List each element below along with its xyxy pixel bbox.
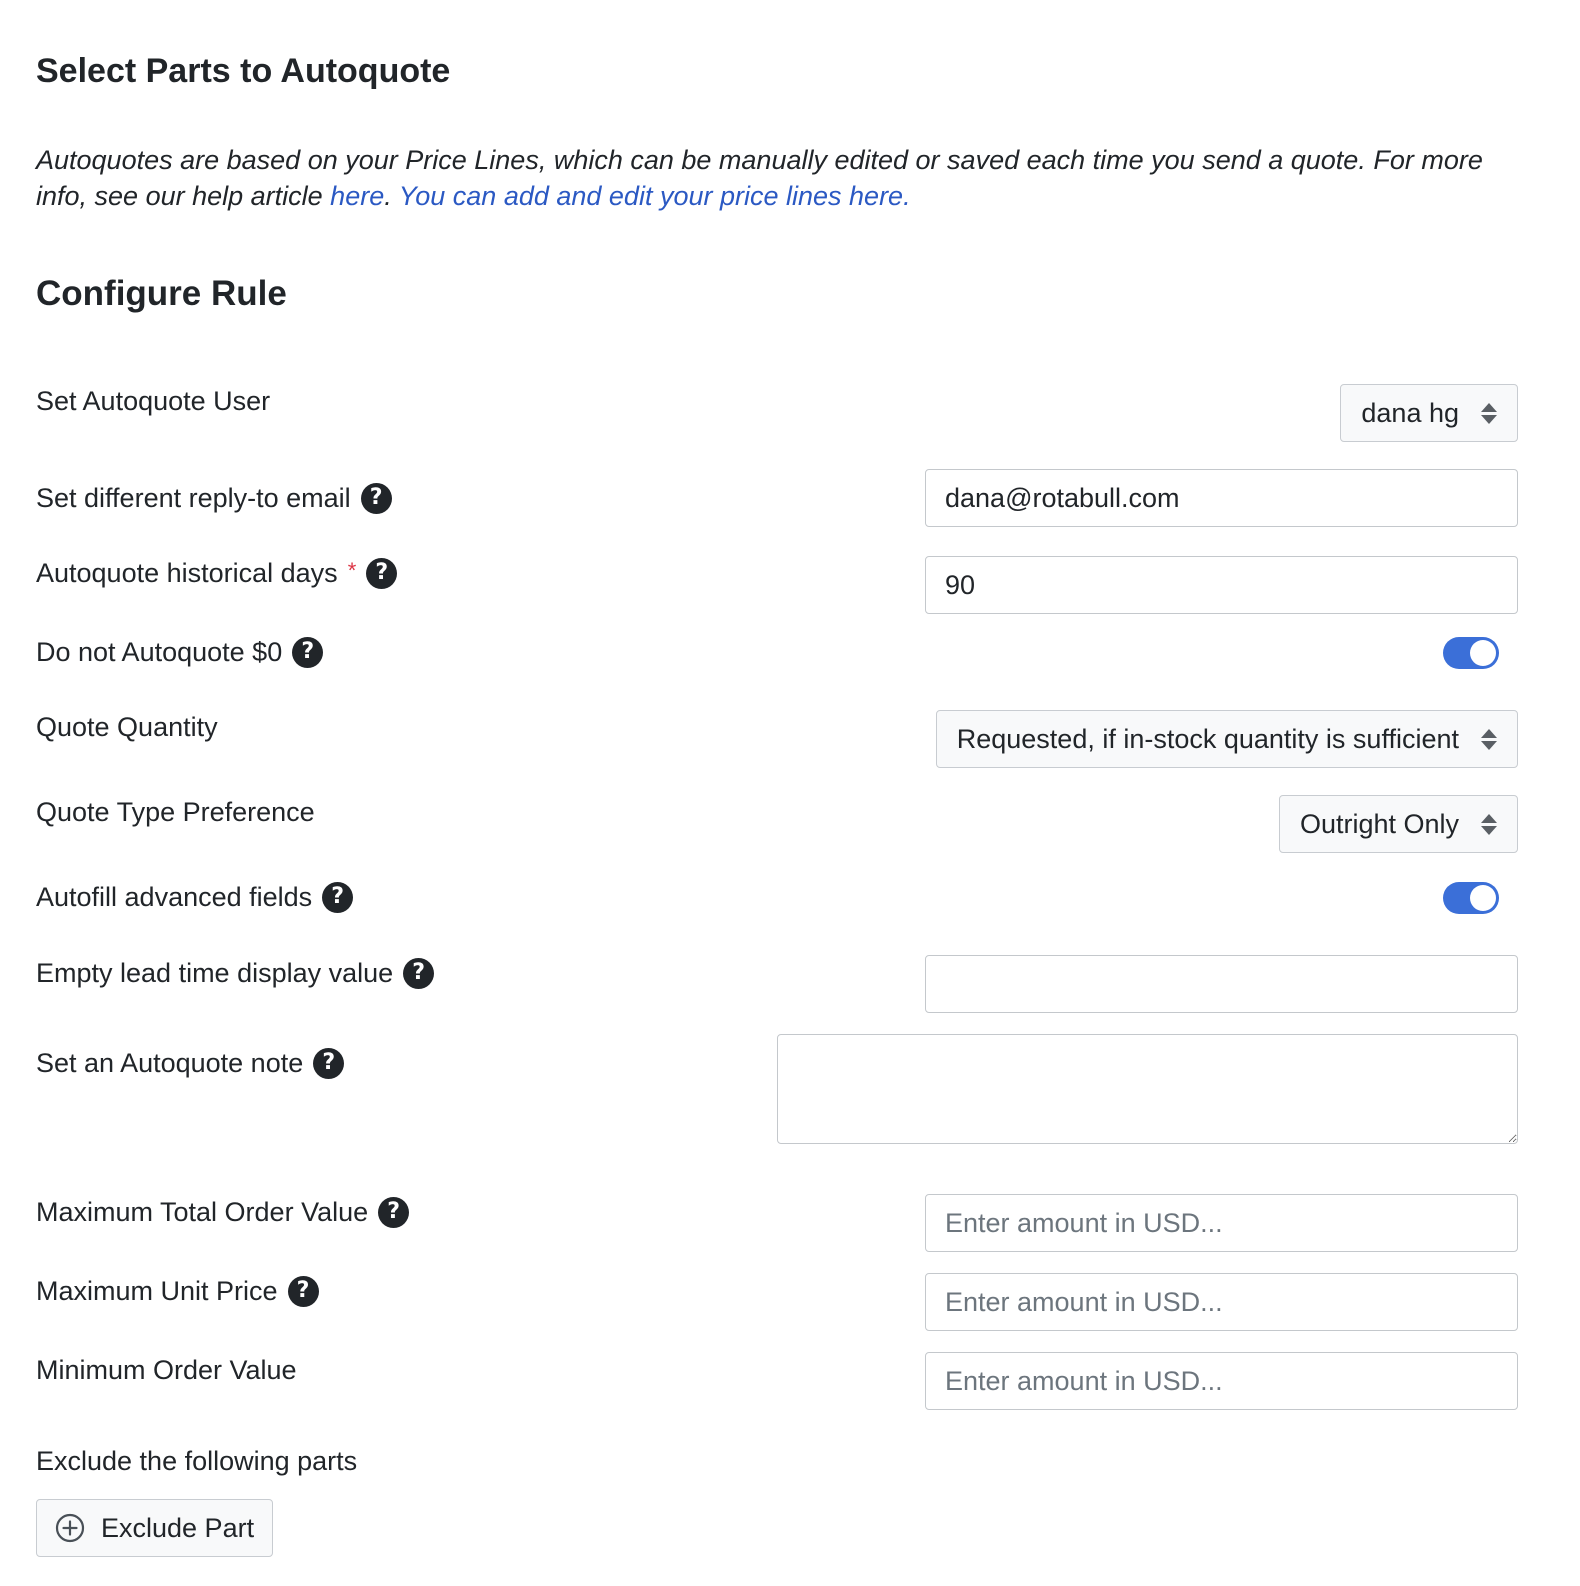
max-total-label xyxy=(36,1194,409,1230)
question-circle-icon[interactable]: ? xyxy=(313,1048,344,1079)
toggle-knob xyxy=(1470,640,1496,666)
no-zero-label xyxy=(36,634,323,670)
toggle-knob xyxy=(1470,885,1496,911)
question-circle-icon[interactable]: ? xyxy=(322,882,353,913)
autofill-label-text: Autofill advanced fields xyxy=(36,882,313,912)
max-total-label-text: Maximum Total Order Value xyxy=(36,1197,369,1227)
question-circle-icon[interactable]: ? xyxy=(288,1276,319,1307)
min-order-label-text: Minimum Order Value xyxy=(36,1355,297,1385)
lead-time-field[interactable] xyxy=(925,955,1518,1013)
no-zero-label-text: Do not Autoquote $0 xyxy=(36,637,283,667)
autoquote-note-textarea[interactable] xyxy=(777,1034,1518,1144)
question-circle-icon[interactable]: ? xyxy=(378,1197,409,1228)
sort-carets-icon xyxy=(1481,403,1497,424)
intro-text: Autoquotes are based on your Price Lines, which can be manually edited or saved each time you send a quote. For more info, see our help article xyxy=(36,145,1483,211)
question-circle-icon[interactable]: ? xyxy=(403,958,434,989)
autoquote-user-value: dana hg xyxy=(1361,397,1459,428)
historical-days-field[interactable] xyxy=(925,556,1518,614)
sort-carets-icon xyxy=(1481,814,1497,835)
quote-type-select[interactable] xyxy=(1279,795,1518,853)
quote-quantity-label xyxy=(36,709,218,745)
note-label xyxy=(36,1045,344,1081)
autofill-toggle[interactable] xyxy=(1443,882,1499,914)
intro-paragraph xyxy=(36,142,1536,214)
question-circle-icon[interactable]: ? xyxy=(292,637,323,668)
exclude-part-button-label: Exclude Part xyxy=(101,1512,255,1543)
max-total-field[interactable] xyxy=(925,1194,1518,1252)
help-article-link[interactable]: here xyxy=(330,181,385,211)
autofill-label xyxy=(36,879,353,915)
required-asterisk: * xyxy=(347,558,357,583)
question-circle-icon[interactable]: ? xyxy=(361,483,392,514)
lead-time-label-text: Empty lead time display value xyxy=(36,958,394,988)
exclude-parts-label-text: Exclude the following parts xyxy=(36,1446,358,1476)
reply-to-label-text: Set different reply-to email xyxy=(36,483,351,513)
plus-circle-icon xyxy=(55,1513,85,1543)
question-circle-icon[interactable]: ? xyxy=(366,558,397,589)
quote-quantity-label-text: Quote Quantity xyxy=(36,712,218,742)
autoquote-user-select[interactable] xyxy=(1340,384,1518,442)
lead-time-label xyxy=(36,955,434,991)
min-order-field[interactable] xyxy=(925,1352,1518,1410)
quote-type-label-text: Quote Type Preference xyxy=(36,797,315,827)
note-label-text: Set an Autoquote note xyxy=(36,1048,304,1078)
quote-quantity-value: Requested, if in-stock quantity is sufficient xyxy=(956,723,1459,754)
autoquote-user-label-text: Set Autoquote User xyxy=(36,386,271,416)
price-lines-link[interactable]: You can add and edit your price lines here. xyxy=(398,181,911,211)
section-title-configure-rule: Configure Rule xyxy=(36,274,287,313)
max-unit-field[interactable] xyxy=(925,1273,1518,1331)
quote-quantity-select[interactable] xyxy=(936,710,1518,768)
max-unit-label-text: Maximum Unit Price xyxy=(36,1276,278,1306)
historical-days-label xyxy=(36,555,397,591)
exclude-parts-label xyxy=(36,1443,357,1479)
quote-type-value: Outright Only xyxy=(1299,808,1459,839)
historical-days-label-text: Autoquote historical days xyxy=(36,558,338,588)
sort-carets-icon xyxy=(1481,729,1497,750)
quote-type-label xyxy=(36,794,315,830)
intro-separator: . xyxy=(384,181,399,211)
exclude-part-button[interactable] xyxy=(36,1499,273,1557)
max-unit-label xyxy=(36,1273,319,1309)
min-order-label xyxy=(36,1352,297,1388)
reply-to-label xyxy=(36,480,392,516)
no-zero-toggle[interactable] xyxy=(1443,637,1499,669)
autoquote-user-label xyxy=(36,383,270,419)
reply-to-email-field[interactable] xyxy=(925,469,1518,527)
section-title-select-parts: Select Parts to Autoquote xyxy=(36,52,451,90)
